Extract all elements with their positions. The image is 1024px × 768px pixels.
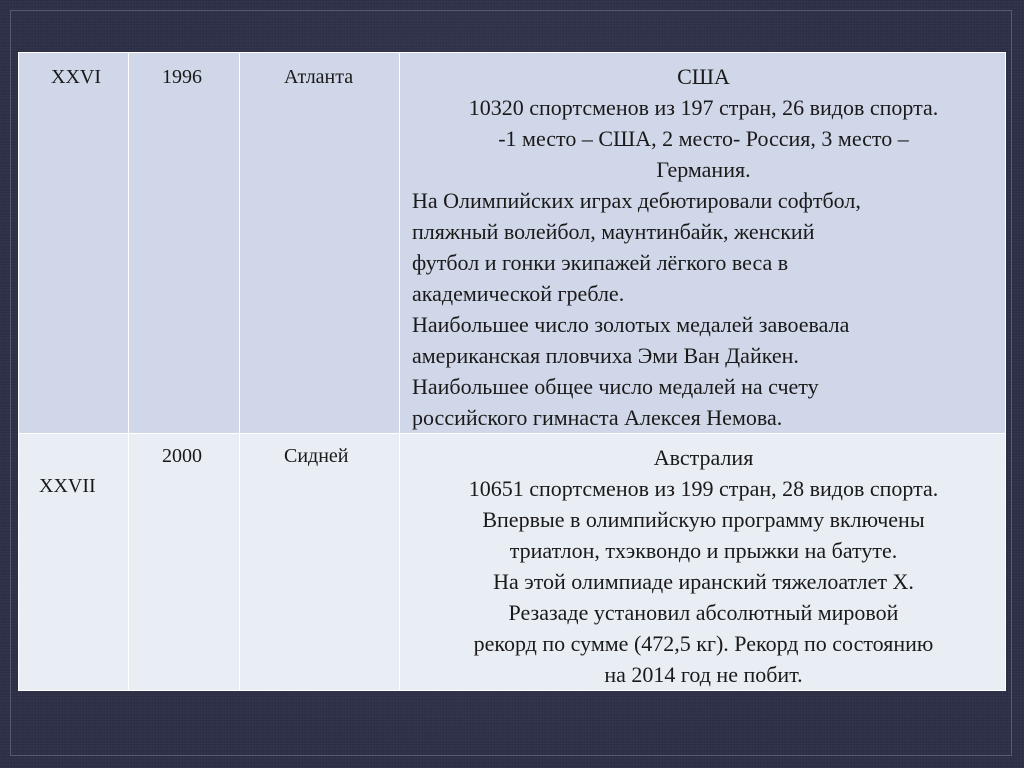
year-cell [129,53,240,434]
host-city: Атланта [284,66,354,88]
city-cell [240,434,400,691]
debut-sports-line: академической гребле. [412,281,625,306]
world-record-line: на 2014 год не побит. [604,662,803,687]
table-row [19,53,1006,434]
new-sports-line: триатлон, тхэквондо и прыжки на батуте. [509,538,898,563]
info-cell [400,434,1006,691]
olympiad-year: 2000 [162,445,202,467]
winner-country: США [677,64,730,89]
olympiad-year: 1996 [162,66,202,88]
gold-medals-line: Наибольшее число золотых медалей завоевала [412,312,850,337]
medal-places-continued: Германия. [656,157,751,182]
olympics-table-container [18,52,1006,690]
olympiad-info [400,53,1005,433]
olympiad-number: XXVI [51,66,101,88]
debut-sports-line: футбол и гонки экипажей лёгкого веса в [412,250,789,275]
participation-stats: 10651 спортсменов из 199 стран, 28 видов спорта. [468,476,939,501]
table-row [19,434,1006,691]
olympiad-info [400,434,1005,690]
new-sports-line: Впервые в олимпийскую программу включены [482,507,925,532]
debut-sports-line: пляжный волейбол, маунтинбайк, женский [412,219,815,244]
total-medals-line: Наибольшее общее число медалей на счету [412,374,819,399]
olympics-table [18,52,1006,691]
city-cell [240,53,400,434]
world-record-line: На этой олимпиаде иранский тяжелоатлет Х. [493,569,914,594]
gold-medals-line: американская пловчиха Эми Ван Дайкен. [412,343,799,368]
host-city: Сидней [284,445,349,467]
world-record-line: рекорд по сумме (472,5 кг). Рекорд по состоянию [473,631,934,656]
olympiad-number-cell [19,434,129,691]
olympiad-number-cell [19,53,129,434]
winner-country: Австралия [653,445,754,470]
world-record-line: Резазаде установил абсолютный мировой [508,600,899,625]
year-cell [129,434,240,691]
olympiad-number: XXVII [39,475,96,497]
info-cell [400,53,1006,434]
total-medals-line: российского гимнаста Алексея Немова. [412,405,783,430]
debut-sports-line: На Олимпийских играх дебютировали софтбол, [412,188,861,213]
medal-places: -1 место – США, 2 место- Россия, 3 место – [498,126,909,151]
participation-stats: 10320 спортсменов из 197 стран, 26 видов спорта. [468,95,939,120]
